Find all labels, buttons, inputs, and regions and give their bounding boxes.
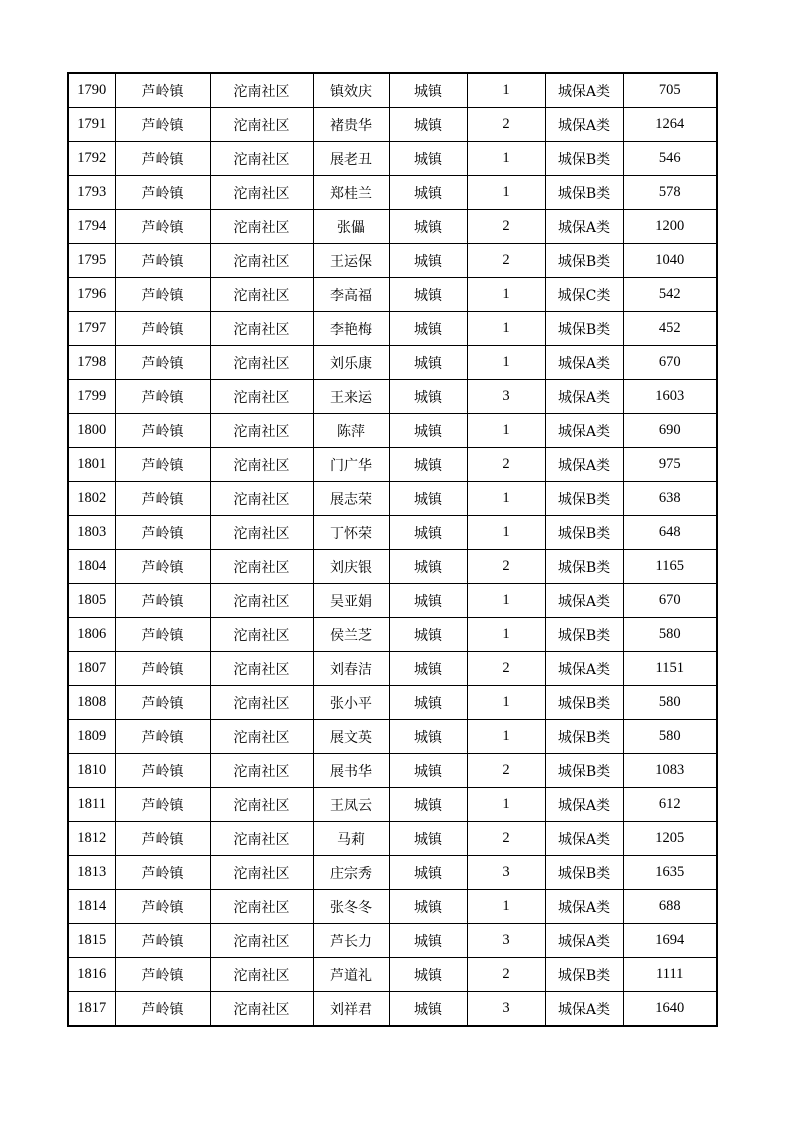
cell-insurance-category: 城保B类 xyxy=(545,312,623,346)
cell-community: 沱南社区 xyxy=(210,958,313,992)
cell-amount: 1205 xyxy=(623,822,717,856)
cell-household-size: 1 xyxy=(467,346,545,380)
cell-amount: 580 xyxy=(623,720,717,754)
cell-serial-number: 1808 xyxy=(68,686,115,720)
cell-serial-number: 1794 xyxy=(68,210,115,244)
cell-household-size: 1 xyxy=(467,584,545,618)
cell-town: 芦岭镇 xyxy=(115,516,210,550)
cell-name: 芦长力 xyxy=(313,924,389,958)
cell-name: 丁怀荣 xyxy=(313,516,389,550)
cell-town: 芦岭镇 xyxy=(115,482,210,516)
cell-town: 芦岭镇 xyxy=(115,788,210,822)
cell-name: 展志荣 xyxy=(313,482,389,516)
table-row xyxy=(68,686,717,720)
cell-household-type: 城镇 xyxy=(389,550,467,584)
cell-amount: 648 xyxy=(623,516,717,550)
cell-name: 展文英 xyxy=(313,720,389,754)
table-row xyxy=(68,414,717,448)
table-row xyxy=(68,958,717,992)
cell-household-type: 城镇 xyxy=(389,584,467,618)
cell-serial-number: 1790 xyxy=(68,73,115,108)
cell-community: 沱南社区 xyxy=(210,584,313,618)
cell-household-size: 3 xyxy=(467,992,545,1027)
table-row xyxy=(68,822,717,856)
cell-name: 褚贵华 xyxy=(313,108,389,142)
cell-community: 沱南社区 xyxy=(210,890,313,924)
cell-community: 沱南社区 xyxy=(210,788,313,822)
cell-town: 芦岭镇 xyxy=(115,652,210,686)
cell-serial-number: 1792 xyxy=(68,142,115,176)
cell-serial-number: 1807 xyxy=(68,652,115,686)
cell-household-type: 城镇 xyxy=(389,448,467,482)
cell-community: 沱南社区 xyxy=(210,856,313,890)
cell-household-size: 1 xyxy=(467,482,545,516)
cell-community: 沱南社区 xyxy=(210,73,313,108)
cell-insurance-category: 城保A类 xyxy=(545,992,623,1027)
cell-name: 马莉 xyxy=(313,822,389,856)
cell-community: 沱南社区 xyxy=(210,992,313,1027)
cell-household-size: 1 xyxy=(467,312,545,346)
table-row xyxy=(68,380,717,414)
cell-town: 芦岭镇 xyxy=(115,278,210,312)
cell-insurance-category: 城保C类 xyxy=(545,278,623,312)
cell-amount: 690 xyxy=(623,414,717,448)
cell-community: 沱南社区 xyxy=(210,822,313,856)
cell-household-size: 2 xyxy=(467,210,545,244)
cell-name: 陈萍 xyxy=(313,414,389,448)
benefit-table xyxy=(67,72,718,1027)
cell-name: 王凤云 xyxy=(313,788,389,822)
cell-household-type: 城镇 xyxy=(389,992,467,1027)
table-row xyxy=(68,176,717,210)
cell-serial-number: 1793 xyxy=(68,176,115,210)
cell-insurance-category: 城保A类 xyxy=(545,652,623,686)
cell-household-type: 城镇 xyxy=(389,890,467,924)
cell-serial-number: 1798 xyxy=(68,346,115,380)
cell-serial-number: 1815 xyxy=(68,924,115,958)
cell-amount: 612 xyxy=(623,788,717,822)
cell-insurance-category: 城保A类 xyxy=(545,414,623,448)
cell-town: 芦岭镇 xyxy=(115,448,210,482)
cell-amount: 546 xyxy=(623,142,717,176)
cell-town: 芦岭镇 xyxy=(115,414,210,448)
table-row xyxy=(68,890,717,924)
table-row xyxy=(68,992,717,1027)
cell-amount: 670 xyxy=(623,346,717,380)
cell-town: 芦岭镇 xyxy=(115,822,210,856)
cell-name: 展书华 xyxy=(313,754,389,788)
cell-name: 张小平 xyxy=(313,686,389,720)
table-body xyxy=(68,73,717,1026)
cell-insurance-category: 城保B类 xyxy=(545,176,623,210)
cell-household-size: 1 xyxy=(467,73,545,108)
table-row xyxy=(68,108,717,142)
cell-amount: 580 xyxy=(623,686,717,720)
cell-community: 沱南社区 xyxy=(210,108,313,142)
cell-town: 芦岭镇 xyxy=(115,346,210,380)
table-row xyxy=(68,618,717,652)
cell-serial-number: 1817 xyxy=(68,992,115,1027)
cell-household-type: 城镇 xyxy=(389,686,467,720)
table-row xyxy=(68,210,717,244)
cell-household-type: 城镇 xyxy=(389,176,467,210)
cell-community: 沱南社区 xyxy=(210,924,313,958)
table-row xyxy=(68,142,717,176)
cell-name: 门广华 xyxy=(313,448,389,482)
cell-serial-number: 1802 xyxy=(68,482,115,516)
cell-household-type: 城镇 xyxy=(389,958,467,992)
cell-household-size: 2 xyxy=(467,822,545,856)
cell-serial-number: 1804 xyxy=(68,550,115,584)
cell-insurance-category: 城保A类 xyxy=(545,788,623,822)
cell-name: 庄宗秀 xyxy=(313,856,389,890)
cell-community: 沱南社区 xyxy=(210,720,313,754)
table-row xyxy=(68,788,717,822)
cell-community: 沱南社区 xyxy=(210,278,313,312)
cell-community: 沱南社区 xyxy=(210,482,313,516)
cell-household-type: 城镇 xyxy=(389,108,467,142)
cell-name: 展老丑 xyxy=(313,142,389,176)
cell-household-type: 城镇 xyxy=(389,924,467,958)
cell-serial-number: 1814 xyxy=(68,890,115,924)
cell-household-type: 城镇 xyxy=(389,312,467,346)
cell-insurance-category: 城保A类 xyxy=(545,584,623,618)
table-row xyxy=(68,856,717,890)
cell-amount: 452 xyxy=(623,312,717,346)
cell-insurance-category: 城保B类 xyxy=(545,958,623,992)
cell-insurance-category: 城保B类 xyxy=(545,856,623,890)
cell-amount: 1083 xyxy=(623,754,717,788)
cell-serial-number: 1810 xyxy=(68,754,115,788)
cell-household-type: 城镇 xyxy=(389,856,467,890)
cell-insurance-category: 城保B类 xyxy=(545,244,623,278)
cell-amount: 1603 xyxy=(623,380,717,414)
cell-town: 芦岭镇 xyxy=(115,584,210,618)
cell-community: 沱南社区 xyxy=(210,618,313,652)
cell-household-type: 城镇 xyxy=(389,346,467,380)
cell-household-type: 城镇 xyxy=(389,516,467,550)
cell-insurance-category: 城保A类 xyxy=(545,210,623,244)
table-row xyxy=(68,312,717,346)
cell-town: 芦岭镇 xyxy=(115,856,210,890)
cell-household-size: 3 xyxy=(467,380,545,414)
cell-serial-number: 1812 xyxy=(68,822,115,856)
cell-town: 芦岭镇 xyxy=(115,720,210,754)
cell-community: 沱南社区 xyxy=(210,652,313,686)
table-row xyxy=(68,278,717,312)
cell-household-size: 1 xyxy=(467,686,545,720)
cell-town: 芦岭镇 xyxy=(115,380,210,414)
cell-name: 王运保 xyxy=(313,244,389,278)
cell-town: 芦岭镇 xyxy=(115,992,210,1027)
cell-insurance-category: 城保B类 xyxy=(545,720,623,754)
cell-serial-number: 1791 xyxy=(68,108,115,142)
cell-insurance-category: 城保A类 xyxy=(545,890,623,924)
cell-serial-number: 1801 xyxy=(68,448,115,482)
cell-household-size: 2 xyxy=(467,244,545,278)
cell-town: 芦岭镇 xyxy=(115,210,210,244)
cell-name: 侯兰芝 xyxy=(313,618,389,652)
cell-amount: 975 xyxy=(623,448,717,482)
cell-name: 王来运 xyxy=(313,380,389,414)
cell-name: 张冬冬 xyxy=(313,890,389,924)
cell-insurance-category: 城保A类 xyxy=(545,822,623,856)
cell-household-size: 1 xyxy=(467,618,545,652)
cell-serial-number: 1797 xyxy=(68,312,115,346)
cell-household-size: 1 xyxy=(467,142,545,176)
cell-household-size: 3 xyxy=(467,924,545,958)
cell-amount: 1640 xyxy=(623,992,717,1027)
cell-name: 刘庆银 xyxy=(313,550,389,584)
cell-insurance-category: 城保B类 xyxy=(545,142,623,176)
cell-household-type: 城镇 xyxy=(389,73,467,108)
table-row xyxy=(68,73,717,108)
cell-household-type: 城镇 xyxy=(389,278,467,312)
cell-name: 芦道礼 xyxy=(313,958,389,992)
cell-community: 沱南社区 xyxy=(210,346,313,380)
cell-town: 芦岭镇 xyxy=(115,176,210,210)
cell-amount: 688 xyxy=(623,890,717,924)
cell-serial-number: 1803 xyxy=(68,516,115,550)
cell-community: 沱南社区 xyxy=(210,516,313,550)
cell-community: 沱南社区 xyxy=(210,142,313,176)
cell-household-size: 2 xyxy=(467,958,545,992)
table-row xyxy=(68,720,717,754)
cell-amount: 1165 xyxy=(623,550,717,584)
cell-household-size: 2 xyxy=(467,448,545,482)
cell-amount: 1694 xyxy=(623,924,717,958)
cell-town: 芦岭镇 xyxy=(115,924,210,958)
cell-name: 李高福 xyxy=(313,278,389,312)
table-row xyxy=(68,584,717,618)
cell-amount: 578 xyxy=(623,176,717,210)
cell-name: 郑桂兰 xyxy=(313,176,389,210)
cell-town: 芦岭镇 xyxy=(115,958,210,992)
cell-amount: 1040 xyxy=(623,244,717,278)
cell-household-size: 1 xyxy=(467,278,545,312)
cell-serial-number: 1800 xyxy=(68,414,115,448)
cell-town: 芦岭镇 xyxy=(115,142,210,176)
table-row xyxy=(68,924,717,958)
cell-insurance-category: 城保A类 xyxy=(545,380,623,414)
document-page xyxy=(67,72,718,1027)
cell-serial-number: 1795 xyxy=(68,244,115,278)
cell-amount: 638 xyxy=(623,482,717,516)
cell-name: 镇效庆 xyxy=(313,73,389,108)
table-row xyxy=(68,448,717,482)
table-row xyxy=(68,652,717,686)
cell-insurance-category: 城保B类 xyxy=(545,686,623,720)
cell-amount: 705 xyxy=(623,73,717,108)
cell-household-type: 城镇 xyxy=(389,720,467,754)
table-row xyxy=(68,346,717,380)
cell-household-type: 城镇 xyxy=(389,822,467,856)
cell-amount: 1111 xyxy=(623,958,717,992)
cell-name: 刘祥君 xyxy=(313,992,389,1027)
cell-insurance-category: 城保A类 xyxy=(545,73,623,108)
cell-household-type: 城镇 xyxy=(389,754,467,788)
cell-household-size: 1 xyxy=(467,720,545,754)
cell-town: 芦岭镇 xyxy=(115,312,210,346)
cell-household-type: 城镇 xyxy=(389,652,467,686)
cell-household-type: 城镇 xyxy=(389,618,467,652)
cell-household-size: 1 xyxy=(467,176,545,210)
cell-town: 芦岭镇 xyxy=(115,890,210,924)
cell-community: 沱南社区 xyxy=(210,380,313,414)
cell-insurance-category: 城保A类 xyxy=(545,346,623,380)
cell-amount: 580 xyxy=(623,618,717,652)
table-row xyxy=(68,516,717,550)
cell-serial-number: 1811 xyxy=(68,788,115,822)
table-row xyxy=(68,482,717,516)
cell-community: 沱南社区 xyxy=(210,686,313,720)
cell-serial-number: 1813 xyxy=(68,856,115,890)
cell-amount: 1200 xyxy=(623,210,717,244)
cell-community: 沱南社区 xyxy=(210,550,313,584)
cell-amount: 670 xyxy=(623,584,717,618)
cell-insurance-category: 城保A类 xyxy=(545,924,623,958)
cell-name: 吴亚娟 xyxy=(313,584,389,618)
cell-community: 沱南社区 xyxy=(210,210,313,244)
cell-insurance-category: 城保B类 xyxy=(545,618,623,652)
cell-town: 芦岭镇 xyxy=(115,686,210,720)
cell-town: 芦岭镇 xyxy=(115,108,210,142)
cell-household-size: 3 xyxy=(467,856,545,890)
cell-serial-number: 1806 xyxy=(68,618,115,652)
cell-name: 刘春洁 xyxy=(313,652,389,686)
cell-household-size: 2 xyxy=(467,108,545,142)
cell-household-type: 城镇 xyxy=(389,788,467,822)
cell-town: 芦岭镇 xyxy=(115,244,210,278)
table-row xyxy=(68,244,717,278)
cell-household-size: 1 xyxy=(467,890,545,924)
cell-household-size: 1 xyxy=(467,788,545,822)
cell-community: 沱南社区 xyxy=(210,312,313,346)
cell-insurance-category: 城保B类 xyxy=(545,754,623,788)
cell-household-size: 2 xyxy=(467,652,545,686)
cell-household-size: 2 xyxy=(467,754,545,788)
cell-household-size: 1 xyxy=(467,516,545,550)
cell-serial-number: 1799 xyxy=(68,380,115,414)
cell-serial-number: 1805 xyxy=(68,584,115,618)
cell-household-type: 城镇 xyxy=(389,210,467,244)
table-row xyxy=(68,550,717,584)
cell-household-size: 1 xyxy=(467,414,545,448)
table-row xyxy=(68,754,717,788)
cell-name: 刘乐康 xyxy=(313,346,389,380)
cell-amount: 1635 xyxy=(623,856,717,890)
cell-community: 沱南社区 xyxy=(210,414,313,448)
cell-name: 李艳梅 xyxy=(313,312,389,346)
cell-town: 芦岭镇 xyxy=(115,618,210,652)
cell-amount: 1264 xyxy=(623,108,717,142)
cell-amount: 1151 xyxy=(623,652,717,686)
cell-amount: 542 xyxy=(623,278,717,312)
cell-insurance-category: 城保B类 xyxy=(545,482,623,516)
cell-town: 芦岭镇 xyxy=(115,73,210,108)
cell-household-type: 城镇 xyxy=(389,142,467,176)
cell-community: 沱南社区 xyxy=(210,448,313,482)
cell-serial-number: 1809 xyxy=(68,720,115,754)
cell-household-type: 城镇 xyxy=(389,414,467,448)
cell-community: 沱南社区 xyxy=(210,244,313,278)
cell-town: 芦岭镇 xyxy=(115,550,210,584)
cell-insurance-category: 城保A类 xyxy=(545,108,623,142)
cell-town: 芦岭镇 xyxy=(115,754,210,788)
cell-insurance-category: 城保B类 xyxy=(545,550,623,584)
cell-serial-number: 1796 xyxy=(68,278,115,312)
cell-community: 沱南社区 xyxy=(210,754,313,788)
cell-household-size: 2 xyxy=(467,550,545,584)
cell-insurance-category: 城保A类 xyxy=(545,448,623,482)
cell-household-type: 城镇 xyxy=(389,244,467,278)
cell-household-type: 城镇 xyxy=(389,380,467,414)
cell-name: 张儡 xyxy=(313,210,389,244)
cell-household-type: 城镇 xyxy=(389,482,467,516)
cell-serial-number: 1816 xyxy=(68,958,115,992)
cell-community: 沱南社区 xyxy=(210,176,313,210)
cell-insurance-category: 城保B类 xyxy=(545,516,623,550)
